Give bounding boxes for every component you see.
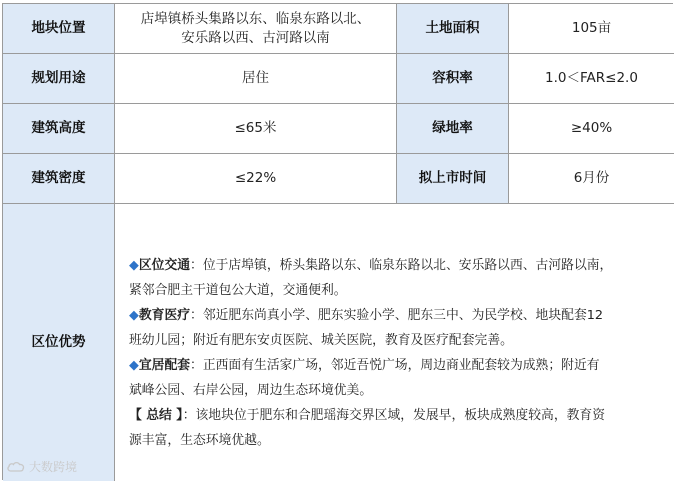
value-planned-use: 居住	[115, 54, 397, 104]
watermark	[6, 458, 77, 475]
advantage-item: ◆宜居配套：正西面有生活家广场，邻近吾悦广场，周边商业配套较为成熟；附近有	[129, 357, 600, 373]
advantages-list	[129, 253, 612, 453]
value-location-line1: 店埠镇桥头集路以东、临泉东路以北、	[140, 10, 371, 27]
value-land-area: 105亩	[509, 4, 674, 54]
watermark-text: 大数跨境	[29, 460, 78, 474]
advantage-item: ◆教育医疗：邻近肥东尚真小学、肥东实验小学、肥东三中、为民学校、地块配套12	[129, 307, 604, 323]
label-building-density: 建筑密度	[3, 154, 115, 204]
label-far: 容积率	[397, 54, 509, 104]
label-location-advantages: 区位优势	[3, 204, 115, 481]
label-listing-time: 拟上市时间	[397, 154, 509, 204]
cloud-logo-icon	[6, 460, 26, 474]
value-location	[115, 4, 397, 54]
advantage-item-continued: 紧邻合肥主干道包公大道，交通便利。	[129, 282, 347, 298]
land-info-table	[2, 3, 673, 480]
label-green-ratio: 绿地率	[397, 104, 509, 154]
value-location-advantages	[115, 204, 674, 481]
label-land-area: 土地面积	[397, 4, 509, 54]
value-building-height: ≤65米	[115, 104, 397, 154]
value-far: 1.0＜FAR≤2.0	[509, 54, 674, 104]
advantage-item-continued: 斌峰公园、右岸公园，周边生态环境优美。	[129, 382, 373, 398]
summary-item: 【 总结 】：该地块位于肥东和合肥瑶海交界区域，发展早，板块成熟度较高，教育资	[129, 407, 605, 423]
advantage-item-continued: 班幼儿园；附近有肥东安贞医院、城关医院，教育及医疗配套完善。	[129, 332, 513, 348]
diamond-icon: ◆	[129, 307, 139, 323]
summary-item-continued: 源丰富，生态环境优越。	[129, 432, 270, 448]
value-location-line2: 安乐路以西、古河路以南	[181, 29, 330, 46]
value-green-ratio: ≥40%	[509, 104, 674, 154]
diamond-icon: ◆	[129, 257, 139, 273]
advantage-item: ◆区位交通：位于店埠镇，桥头集路以东、临泉东路以北、安乐路以西、古河路以南，	[129, 257, 613, 273]
label-location: 地块位置	[3, 4, 115, 54]
label-planned-use: 规划用途	[3, 54, 115, 104]
diamond-icon: ◆	[129, 357, 139, 373]
label-building-height: 建筑高度	[3, 104, 115, 154]
value-building-density: ≤22%	[115, 154, 397, 204]
value-listing-time: 6月份	[509, 154, 674, 204]
